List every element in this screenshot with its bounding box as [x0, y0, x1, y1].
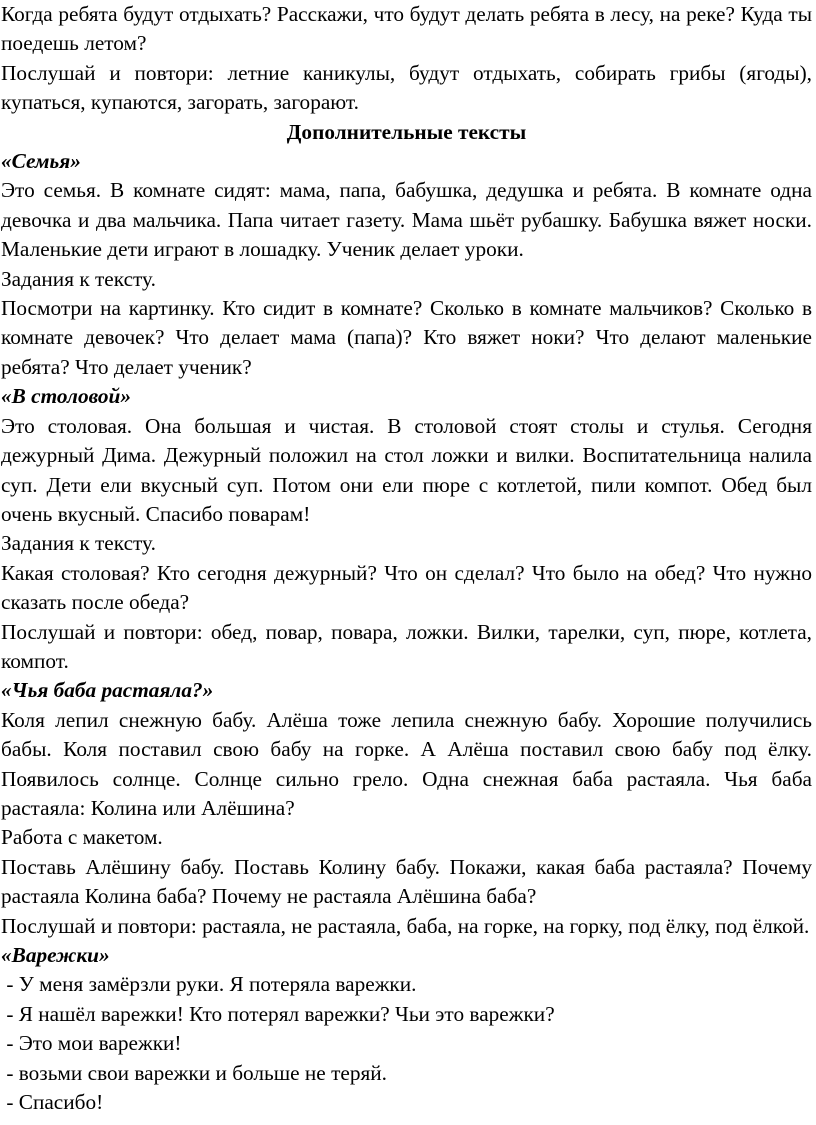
canteen-text: Это столовая. Она большая и чистая. В столовой стоят столы и стулья. Сегодня дежурный Дима. Дежурный положил на стол ложки и вилки. Воспитательница налила суп. Дети ели вкусный суп. Потом они ели пюре с котлетой, пили компот. Обед был очень вкусный. Спасибо поварам!	[1, 413, 812, 526]
intro-questions: Когда ребята будут отдыхать? Расскажи, что будут делать ребята в лесу, на реке? Куда ты поедешь летом?	[1, 2, 812, 56]
family-tasks-label: Задания к тексту.	[1, 266, 156, 291]
dialog-line: - У меня замёрзли руки. Я потеряла варежки.	[1, 972, 417, 997]
canteen-repeat: Послушай и повтори: обед, повар, повара, ложки. Вилки, тарелки, суп, пюре, котлета, компот.	[1, 619, 812, 673]
family-tasks: Посмотри на картинку. Кто сидит в комнате? Сколько в комнате мальчиков? Сколько в комнате девочек? Что делает мама (папа)? Кто вяжет ноки? Что делают маленькие ребята? Что делает ученик?	[1, 296, 812, 379]
snowwoman-work: Поставь Алёшину бабу. Поставь Колину бабу. Покажи, какая баба растаяла? Почему растаяла Колина баба? Почему не растаяла Алёшина баба?	[1, 854, 812, 909]
section-title-snowwoman: «Чья баба растаяла?»	[1, 678, 214, 703]
dialog-line: - возьми свои варежки и больше не теряй.	[1, 1060, 388, 1085]
canteen-tasks-label: Задания к тексту.	[1, 531, 156, 556]
section-title-mittens: «Варежки»	[1, 943, 110, 967]
section-title-family: «Семья»	[1, 149, 81, 174]
heading-additional-texts: Дополнительные тексты	[286, 119, 527, 144]
dialog-line: - Спасибо!	[1, 1090, 104, 1115]
section-title-canteen: «В столовой»	[1, 384, 131, 409]
snowwoman-text: Коля лепил снежную бабу. Алёша тоже лепила снежную бабу. Хорошие получились бабы. Коля поставил свою бабу на горке. А Алёша поставил свою бабу под ёлку. Появилось солнце. Солнце сильно грело. Одна снежная баба растаяла. Чья баба растаяла: Колина или Алёшина?	[1, 707, 812, 820]
intro-repeat: Послушай и повтори: летние каникулы, будут отдыхать, собирать грибы (ягоды), купаться, купаются, загорать, загорают.	[1, 60, 812, 115]
dialog-line: - Это мои варежки!	[1, 1031, 182, 1056]
snowwoman-work-label: Работа с макетом.	[1, 825, 163, 850]
dialog-line: - Я нашёл варежки! Кто потерял варежки? Чьи это варежки?	[1, 1001, 555, 1026]
canteen-tasks: Какая столовая? Кто сегодня дежурный? Что он сделал? Что было на обед? Что нужно сказать после обеда?	[1, 560, 812, 615]
snowwoman-repeat: Послушай и повтори: растаяла, не растаяла, баба, на горке, на горку, под ёлку, под ёлкой.	[1, 913, 810, 938]
family-text: Это семья. В комнате сидят: мама, папа, бабушка, дедушка и ребята. В комнате одна девочка и два мальчика. Папа читает газету. Мама шьёт рубашку. Бабушка вяжет носки. Маленькие дети играют в лошадку. Ученик делает уроки.	[1, 178, 812, 262]
